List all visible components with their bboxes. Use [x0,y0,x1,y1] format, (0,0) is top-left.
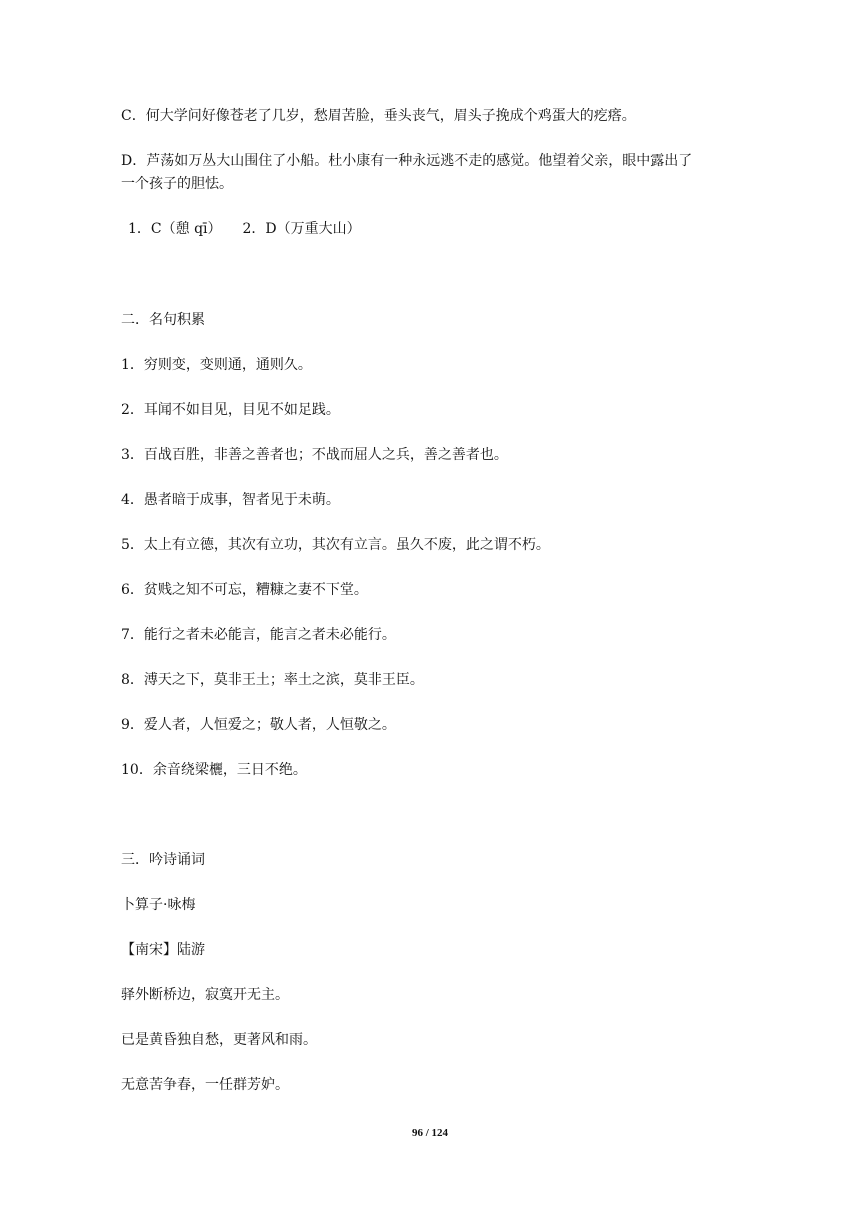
page-number: 96 / 124 [411,1127,449,1139]
quote-item: 4．愚者暗于成事，智者见于未萌。 [121,492,340,508]
quote-item: 1．穷则变，变则通，通则久。 [121,357,312,373]
poem-title: 卜算子·咏梅 [121,897,196,913]
quote-item: 10．余音绕梁欐，三日不绝。 [121,762,307,778]
option-d-line-1: D．芦荡如万丛大山围住了小船。杜小康有一种永远逃不走的感觉。他望着父亲，眼中露出了 [121,153,693,169]
quote-item: 6．贫贱之知不可忘，糟糠之妻不下堂。 [121,582,368,598]
quote-item: 8．溥天之下，莫非王土；率土之滨，莫非王臣。 [121,672,424,688]
poem-line: 无意苦争春，一任群芳妒。 [121,1077,289,1093]
quote-item: 5．太上有立德，其次有立功，其次有立言。虽久不废，此之谓不朽。 [121,537,550,553]
option-c: C．何大学问好像苍老了几岁，愁眉苦脸，垂头丧气，眉头子挽成个鸡蛋大的疙瘩。 [121,108,636,124]
quote-item: 3．百战百胜，非善之善者也；不战而屈人之兵，善之善者也。 [121,447,508,463]
option-d-line-2: 一个孩子的胆怯。 [121,176,233,192]
quote-item: 2．耳闻不如目见，目见不如足践。 [121,402,340,418]
quote-item: 7．能行之者未必能言，能言之者未必能行。 [121,627,396,643]
section-3-title: 三．吟诗诵词 [121,852,205,868]
poem-author: 【南宋】陆游 [121,942,205,958]
section-2-title: 二．名句积累 [121,312,205,328]
poem-line: 驿外断桥边，寂寞开无主。 [121,987,289,1003]
answers: 1．C（憩 qī） 2．D（万重大山） [128,221,361,237]
quote-item: 9．爱人者，人恒爱之；敬人者，人恒敬之。 [121,717,396,733]
poem-line: 已是黄昏独自愁，更著风和雨。 [121,1032,317,1048]
